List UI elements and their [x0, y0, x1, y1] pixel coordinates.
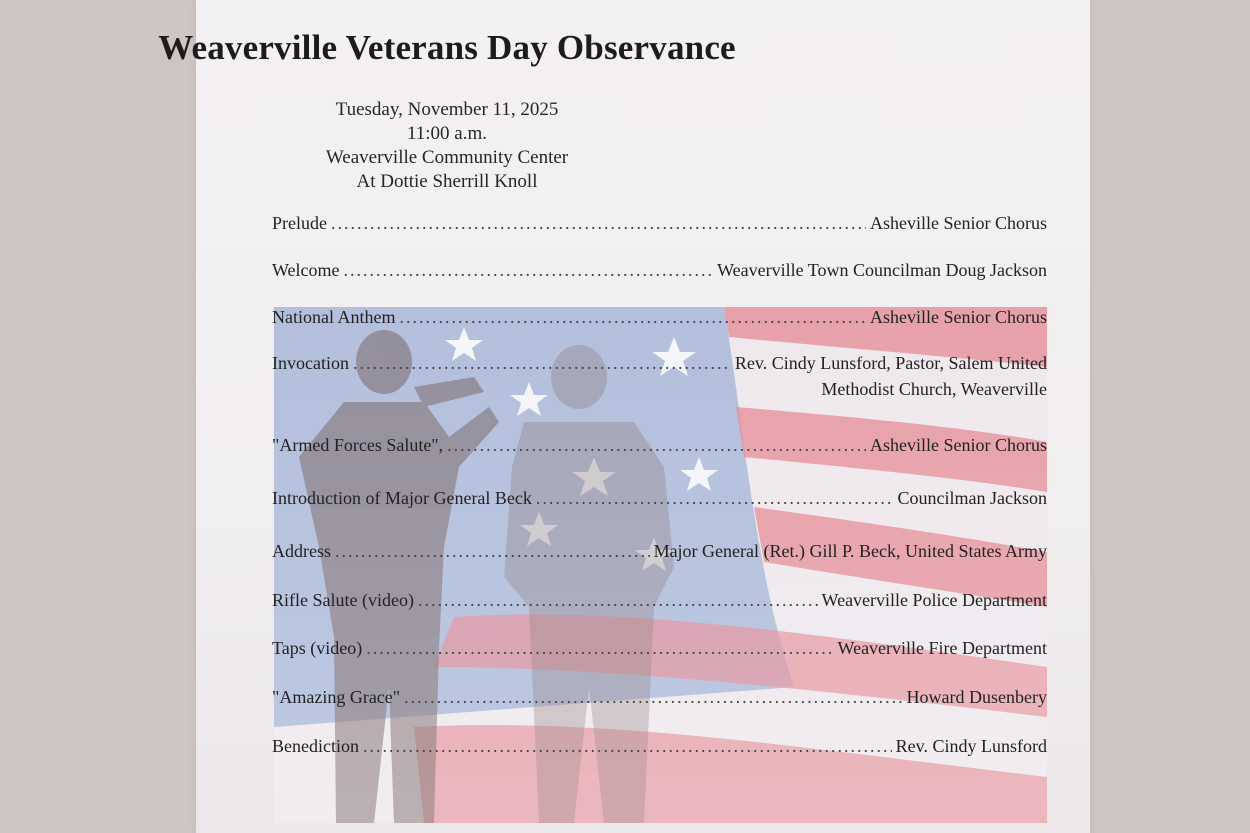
program-item-welcome — [272, 260, 1047, 281]
page-title: Weaverville Veterans Day Observance — [158, 28, 736, 67]
leader-dots — [344, 260, 714, 281]
leader-dots — [447, 435, 866, 456]
program-item-performer-line2: Methodist Church, Weaverville — [821, 379, 1047, 399]
program-item-performer: Weaverville Police Department — [821, 590, 1047, 610]
event-time: 11:00 a.m. — [406, 123, 488, 144]
program-item-performer: Weaverville Fire Department — [837, 638, 1047, 658]
program-item-performer: Councilman Jackson — [897, 488, 1047, 508]
program-item-address — [272, 541, 1047, 562]
leader-dots — [353, 353, 731, 374]
program-item-label: Prelude — [272, 213, 327, 233]
program-item-invocation — [272, 353, 1047, 374]
program-item-performer: Rev. Cindy Lunsford, Pastor, Salem United — [734, 353, 1047, 373]
program-item-performer: Asheville Senior Chorus — [870, 435, 1047, 455]
program-item-label: "Amazing Grace" — [272, 687, 401, 707]
program-item-label: Invocation — [272, 353, 349, 373]
program-item-label: "Armed Forces Salute", — [272, 435, 444, 455]
program-item-label: National Anthem — [272, 307, 396, 327]
program-item-prelude — [272, 213, 1047, 234]
event-location: At Dottie Sherrill Knoll — [356, 171, 538, 192]
leader-dots — [331, 213, 866, 234]
program-item-rifle-salute — [272, 590, 1047, 611]
program-item-taps — [272, 638, 1047, 659]
leader-dots — [366, 638, 833, 659]
program-item-label: Benediction — [272, 736, 359, 756]
event-venue: Weaverville Community Center — [325, 147, 569, 168]
program-item-label: Taps (video) — [272, 638, 363, 658]
leader-dots — [404, 687, 902, 708]
program-item-performer: Howard Dusenbery — [906, 687, 1047, 707]
program-item-national-anthem — [272, 307, 1047, 328]
leader-dots — [536, 488, 894, 509]
program-item-label: Rifle Salute (video) — [272, 590, 414, 610]
event-date: Tuesday, November 11, 2025 — [335, 99, 559, 120]
program-item-label: Address — [272, 541, 331, 561]
program-item-performer: Asheville Senior Chorus — [870, 213, 1047, 233]
event-info — [0, 98, 894, 194]
leader-dots — [363, 736, 892, 757]
program-item-performer: Weaverville Town Councilman Doug Jackson — [717, 260, 1047, 280]
program-item-benediction — [272, 736, 1047, 757]
leader-dots — [399, 307, 866, 328]
program-item-armed-forces-salute — [272, 435, 1047, 456]
program-item-introduction — [272, 488, 1047, 509]
program-item-label: Welcome — [272, 260, 340, 280]
program-item-performer: Major General (Ret.) Gill P. Beck, United States Army — [653, 541, 1047, 561]
leader-dots — [418, 590, 818, 611]
program-item-label: Introduction of Major General Beck — [272, 488, 532, 508]
program-item-performer: Rev. Cindy Lunsford — [895, 736, 1047, 756]
program-item-performer: Asheville Senior Chorus — [870, 307, 1047, 327]
leader-dots — [335, 541, 650, 562]
program-item-amazing-grace — [272, 687, 1047, 708]
